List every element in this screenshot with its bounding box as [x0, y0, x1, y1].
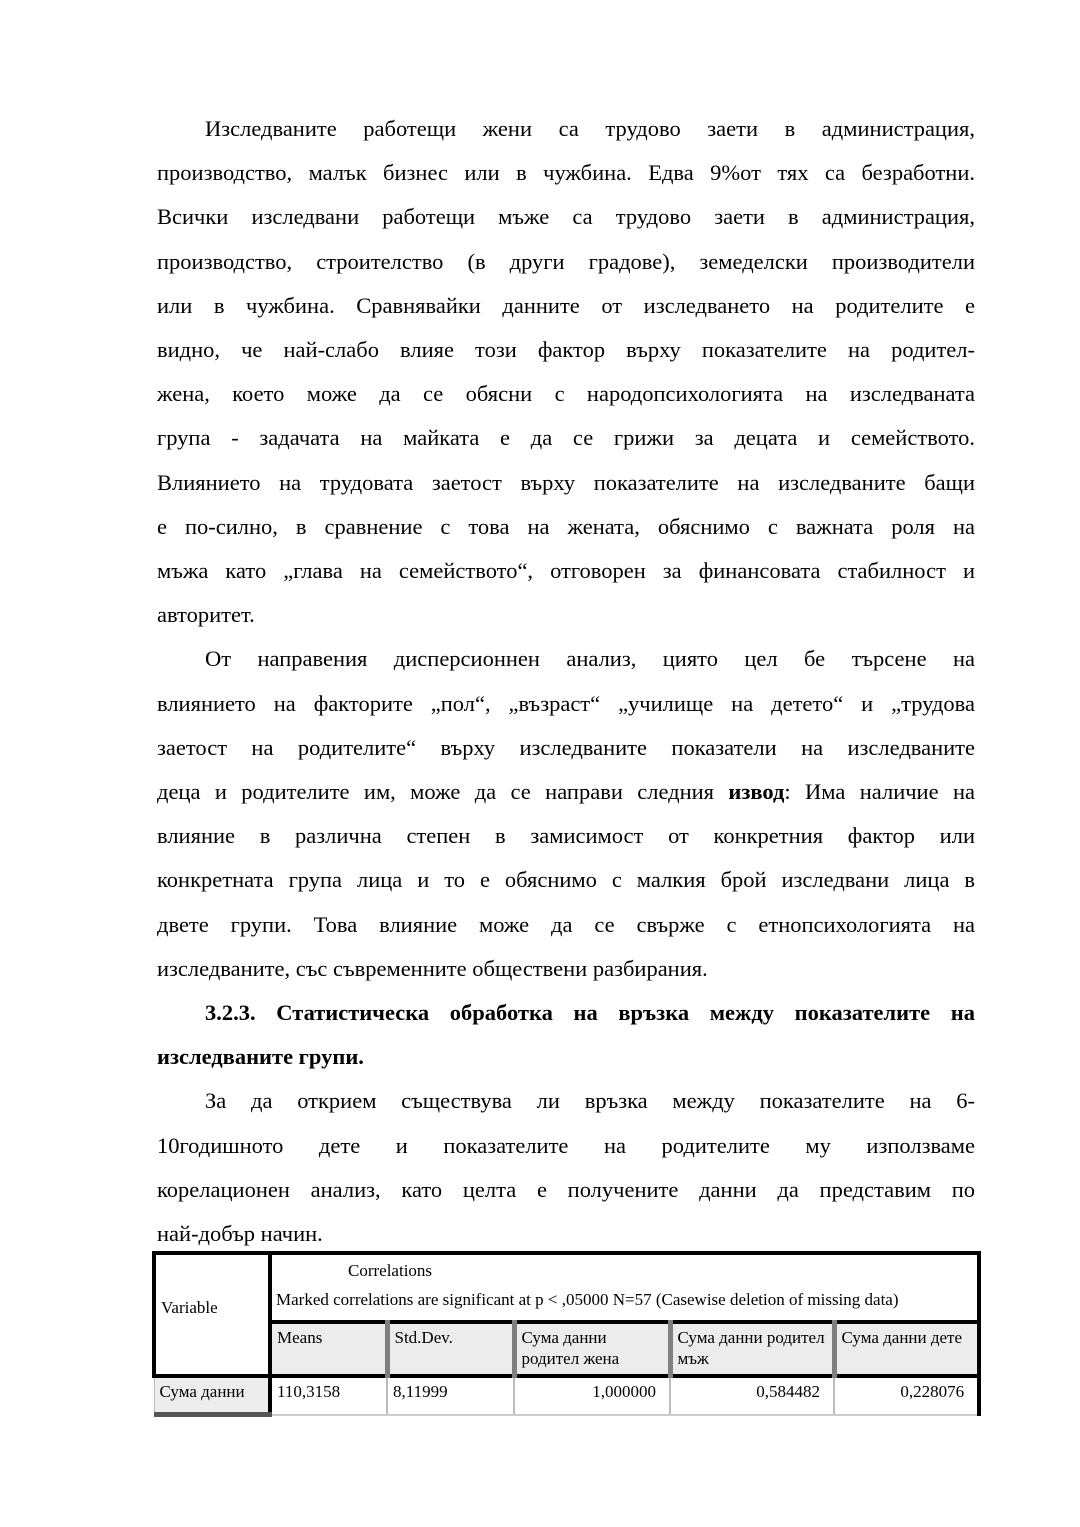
- text-line: или в чужбина. Сравнявайки данните от изследването на родителите е: [157, 292, 975, 318]
- text-line: изследваните групи.: [157, 1044, 364, 1070]
- text-line: 10годишното дете и показателите на родителите му използваме: [157, 1132, 975, 1158]
- text-line: жена, което може да се обясни с народопсихологията на изследваната: [157, 381, 975, 407]
- paragraph-dispersion-analysis: [157, 637, 975, 991]
- text-line: авторитет.: [157, 602, 255, 628]
- text-line: двете групи. Това влияние може да се свърже с етнопсихологията на: [157, 911, 975, 937]
- column-header-stddev: Std.Dev.: [387, 1322, 514, 1376]
- value-corr-mother: 1,000000: [514, 1376, 670, 1415]
- column-header-sum-father: Сума данни родител мъж: [670, 1322, 834, 1376]
- table-subtitle: Marked correlations are significant at p < ,05000 N=57 (Casewise deletion of missing data): [276, 1290, 899, 1309]
- value-corr-father: 0,584482: [670, 1376, 834, 1415]
- text-line: производство, строителство (в други градове), земеделски производители: [157, 248, 975, 274]
- text-line: изследваните, със съвременните обществени разбирания.: [157, 955, 708, 981]
- text-line: Влиянието на трудовата заетост върху показателите на изследваните бащи: [157, 469, 975, 495]
- text-line: деца и родителите им, може да се направи следния извод: Има наличие на: [157, 779, 975, 805]
- text-line: заетост на родителите“ върху изследваните показатели на изследваните: [157, 734, 975, 760]
- column-header-sum-child: Сума данни дете: [834, 1322, 979, 1376]
- value-stddev: 8,11999: [387, 1376, 514, 1415]
- section-heading-3-2-3: [157, 991, 975, 1079]
- text-line: 3.2.3. Статистическа обработка на връзка между показателите на: [205, 1000, 975, 1026]
- text-line: корелационен анализ, като целта е получените данни да представим по: [157, 1176, 975, 1202]
- text-line: е по-силно, в сравнение с това на жената, обяснимо с важната роля на: [157, 513, 975, 539]
- text-line: мъжа като „глава на семейството“, отговорен за финансовата стабилност и: [157, 558, 975, 584]
- text-line: конкретната група лица и то е обяснимо с малкия брой изследвани лица в: [157, 867, 975, 893]
- text-line: производство, малък бизнес или в чужбина. Едва 9%от тях са безработни.: [157, 160, 975, 186]
- column-header-sum-mother: Сума данни родител жена: [514, 1322, 670, 1376]
- row-label-sum-data: Сума данни: [154, 1376, 270, 1415]
- text-line: влияние в различна степен в замисимост от конкретния фактор или: [157, 823, 975, 849]
- text-line: видно, че най-слабо влияе този фактор върху показателите на родител-: [157, 337, 975, 363]
- text-line: влиянието на факторите „пол“, „възраст“ „училище на детето“ и „трудова: [157, 690, 975, 716]
- table-title: Correlations: [348, 1261, 433, 1280]
- column-header-means: Means: [270, 1322, 387, 1376]
- text-line: За да открием съществува ли връзка между показателите на 6-: [205, 1088, 975, 1114]
- paragraph-employment: [157, 107, 975, 637]
- table-variable-header: Variable: [154, 1253, 270, 1376]
- value-means: 110,3158: [270, 1376, 387, 1415]
- text-block: [157, 107, 975, 1256]
- bold-text: извод: [728, 779, 785, 805]
- text-line: Всички изследвани работещи мъже са трудово заети в администрация,: [157, 204, 975, 230]
- text-line: Изследваните работещи жени са трудово заети в администрация,: [205, 116, 975, 141]
- text-line: най-добър начин.: [157, 1221, 323, 1247]
- text-line: група - задачата на майката е да се грижи за децата и семейството.: [157, 425, 975, 451]
- text-line: От направения дисперсионнен анализ, циято цел бе търсене на: [205, 646, 975, 672]
- table-title-cell: [270, 1253, 979, 1322]
- value-corr-child: 0,228076: [834, 1376, 979, 1415]
- correlations-table: [152, 1251, 981, 1417]
- paragraph-correlation-analysis: [157, 1079, 975, 1256]
